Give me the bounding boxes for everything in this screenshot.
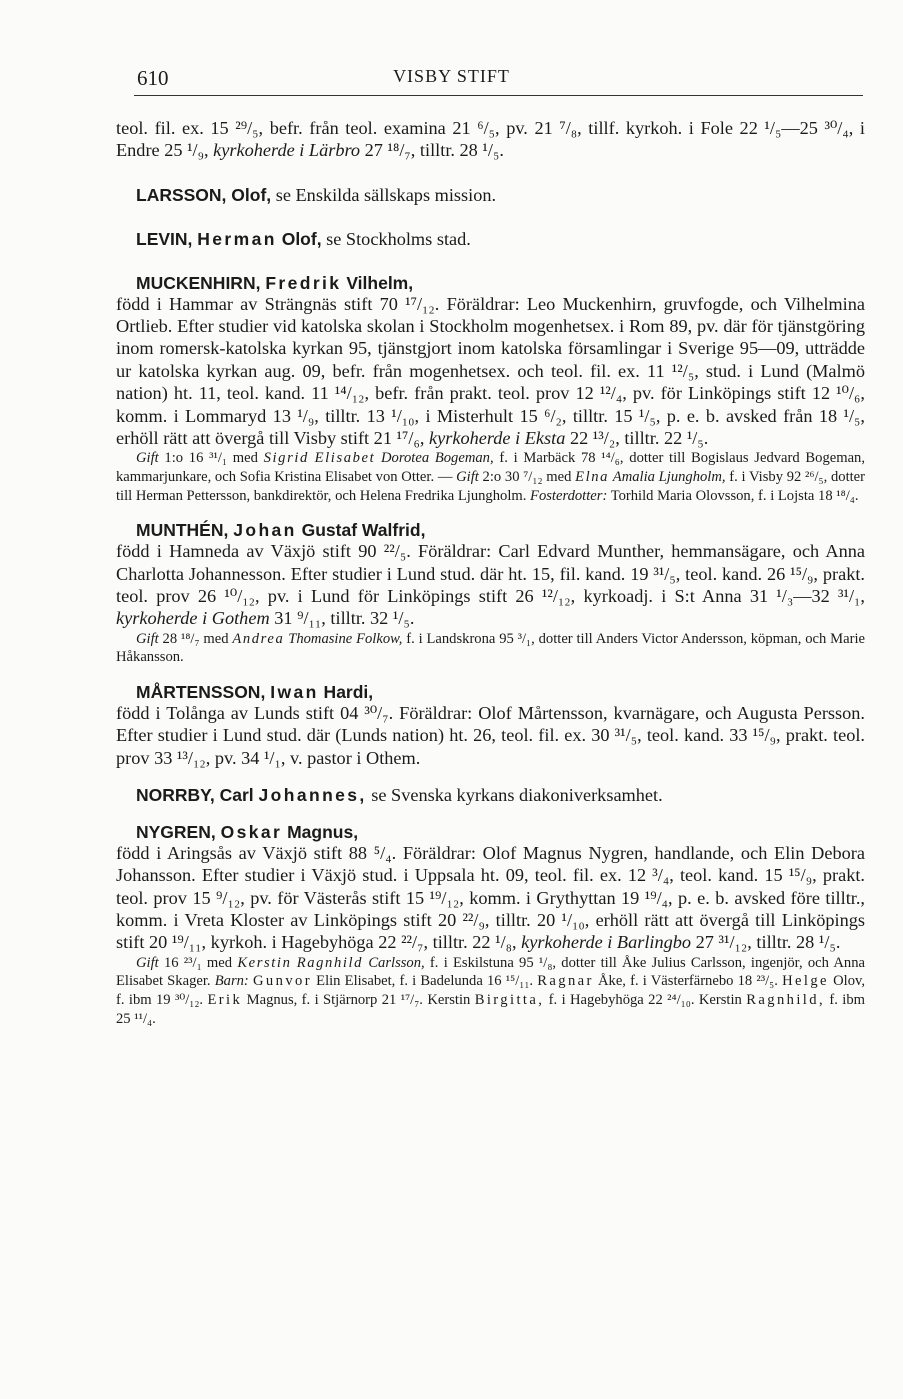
child-name: Erik [207,991,243,1008]
spouse-name: Thomasine Folkow, [288,630,403,647]
entry-name-rest: Magnus, [282,821,359,842]
entry-given-name: Fredrik [265,272,342,293]
spouse-name: Carlsson, [368,954,425,971]
entry-heading [116,822,865,842]
entry-muckenhirn [116,273,865,506]
entry-continuation-text [116,117,865,162]
entry-family [116,954,865,1028]
text-run: Elin Elisabet, f. i Badelunda 16 ¹⁵/₁₁. [311,973,538,990]
entry-nygren [116,822,865,1028]
spouse-name: Andrea [232,630,285,647]
entry-name-rest: Olof, [276,229,322,250]
label-gift: Gift [136,450,159,467]
page-body [116,117,865,1028]
text-run: Torhild Maria Olovsson, f. i Lojsta 18 ¹⁸/₄. [607,487,859,504]
text-run: född i Hamneda av Växjö stift 90 ²²/₅. Föräldrar: Carl Edvard Munther, hemmansägare, och Anna Charlotta Johannesson. Efter studier i Lund stud. där ht. 15, fil. kand. 19 ³¹/₅, teol. kand. 26 ¹⁵/₉, prakt. teol. prov 26 ¹⁰/₁₂, pv. i Lund för Linköpings stift 26 ¹²/₁₂, kyrkoadj. i S:t Anna 31 ¹/₃—32 ³¹/₁, [116,541,865,607]
spouse-name: Elisabet [314,450,376,467]
entry-biography [116,702,865,769]
cross-reference: se Enskilda sällskaps mission. [271,184,497,205]
text-run: f. i Hagebyhöga 22 ²⁴/₁₀. Kerstin [544,991,747,1008]
text-run: 27 ³¹/₁₂, tilltr. 28 ¹/₅. [691,932,841,953]
entry-levin [116,228,865,250]
text-run: Åke, f. i Västerfärnebo 18 ²³/₅. [593,973,783,990]
spouse-name: Amalia Ljungholm, [612,469,726,486]
child-name: Birgitta, [474,991,545,1008]
entry-martensson [116,682,865,769]
entry-given-name: Iwan [270,682,319,703]
label-fosterdotter: Fosterdotter: [530,487,608,504]
entry-heading [116,682,865,702]
child-name: Gunvor [252,973,312,990]
office-title: kyrkoherde i Eksta [428,428,566,449]
text-run: f. ibm 25 ¹¹/₄. [116,991,865,1027]
entry-surname: MÅRTENSSON, [136,682,271,703]
entry-name-rest: Vilhelm, [341,272,414,293]
entry-family [116,630,865,667]
text-run: 16 ²³/₁ med [158,954,238,971]
cross-reference: se Svenska kyrkans diakoniverksamhet. [366,785,663,806]
entry-larsson [116,184,865,206]
label-gift: Gift [136,954,159,971]
text-run: f. i Marbäck 78 ¹⁴/₆, dotter till Bogislaus Jedvard Bogeman, kammarjunkare, och Sofia Kristina Elisabet von Otter. — [116,450,865,486]
text-run: 27 ¹⁸/₇, tilltr. 28 ¹/₅. [360,140,504,161]
label-gift: Gift [456,469,479,486]
child-name: Helge [782,973,829,990]
cross-reference: se Stockholms stad. [321,229,471,250]
spouse-name: Dorotea Bogeman, [381,450,494,467]
child-name: Ragnar [537,973,594,990]
text-run: f. i Eskilstuna 95 ¹/₈, dotter till Åke Julius Carlsson, ingenjör, och Anna Elisabet Skager. [116,954,865,990]
child-name: Ragnhild, [746,991,825,1008]
entry-heading [116,273,865,293]
text-run: 22 ¹³/₂, tilltr. 22 ¹/₅. [565,428,709,449]
text-run: f. i Visby 92 ²⁶/₅, dotter till Herman Pettersson, bankdirektör, och Helena Fredrika Ljungholm. [116,469,866,504]
text-run: 2:o 30 ⁷/₁₂ med [478,469,576,486]
entry-family [116,449,865,505]
spouse-name: Sigrid [263,450,309,467]
entry-name: LARSSON, Olof, [136,184,272,205]
text-run: född i Aringsås av Växjö stift 88 ⁵/₄. Föräldrar: Olof Magnus Nygren, handlande, och Elin Debora Johansson. Efter studier i Växjö stud. i Uppsala ht. 09, teol. fil. ex. 12 ³/₄, teol. kand. 15 ¹⁵/₉, prakt. teol. prov 15 ⁹/₁₂, pv. för Västerås stift 15 ¹⁹/₁₂, komm. i Grythyttan 19 ¹⁹/₄, p. e. b. avsked före tilltr., komm. i Vreta Kloster av Linköpings stift 20 ²²/₉, tilltr. 20 ¹/₁₀, erhöll rätt att övergå till Linköpings stift 20 ¹⁹/₁₁, kyrkoh. i Hagebyhöga 22 ²²/₇, tilltr. 22 ¹/₈, [116,842,865,953]
entry-name-rest: Gustaf Walfrid, [296,520,426,541]
entry-biography [116,540,865,630]
text-run: teol. fil. ex. 15 ²⁹/₅, befr. från teol. examina 21 ⁶/₅, pv. 21 ⁷/₈, tillf. kyrkoh. i Fole 22 ¹/₅—25 ³⁰/₄, i Endre 25 ¹/₉, [116,118,865,161]
spouse-name: Ragnhild [296,954,364,971]
entry-surname: NYGREN, [136,821,221,842]
entry-surname: MUNTHÉN, [136,520,234,541]
entry-heading [116,520,865,540]
entry-biography [116,842,865,954]
entry-surname: MUCKENHIRN, [136,272,266,293]
spouse-name: Kerstin [237,954,292,971]
text-run: 31 ⁹/₁₁, tilltr. 32 ¹/₅. [269,608,415,629]
text-run: 28 ¹⁸/₇ med [158,630,233,647]
text-run: född i Tolånga av Lunds stift 04 ³⁰/₇. Föräldrar: Olof Mårtensson, kvarnägare, och Augusta Persson. Efter studier i Lund stud. där (Lunds nation) ht. 26, teol. fil. ex. 30 ³¹/₅, teol. kand. 33 ¹⁵/₉, prakt. teol. prov 33 ¹³/₁₂, pv. 34 ¹/₁, v. pastor i Othem. [116,703,865,768]
office-title: kyrkoherde i Barlingbo [521,932,692,953]
text-run: Olov, f. ibm 19 ³⁰/₁₂. [116,973,865,1008]
office-title: kyrkoherde i Gothem [116,608,270,629]
entry-norrby [116,784,865,806]
page-number: 610 [137,66,169,90]
entry-surname: LEVIN, [136,229,198,250]
entry-surname: NORRBY, Carl [136,785,259,806]
entry-biography [116,293,865,450]
spouse-name: Elna [575,469,610,486]
label-barn: Barn: [214,973,249,990]
text-run: född i Hammar av Strängnäs stift 70 ¹⁷/₁₂. Föräldrar: Leo Muckenhirn, gruvfogde, och Vilhelmina Ortlieb. Efter studier vid katolska skolan i Stockholm mogenhetsex. i Rom 89, pv. där för tjänstgöring inom romersk-katolska kyrkan 95, tjänstgjort inom katolska församlingar i Sverige 95—09, utträdde ur katolska kyrkan aug. 09, befr. från mogenhetsex. och teol. fil. ex. 11 ¹²/₅, stud. i Lund (Malmö nation) ht. 11, teol. kand. 11 ¹⁴/₁₂, befr. från prakt. teol. prov 12 ¹²/₄, pv. för Linköpings stift 12 ¹⁰/₆, komm. i Lommaryd 13 ¹/₉, tilltr. 13 ¹/₁₀, i Misterhult 15 ⁶/₂, tilltr. 15 ¹/₅, p. e. b. avsked från 18 ¹/₅, erhöll rätt att övergå till Visby stift 21 ¹⁷/₆, [116,293,865,449]
text-run: Magnus, f. i Stjärnorp 21 ¹⁷/₇. Kerstin [242,991,475,1008]
header-rule [134,95,863,96]
entry-munthen [116,520,865,667]
entry-given-name: Herman [197,229,277,250]
entry-given-name: Johan [233,520,297,541]
office-title: kyrkoherde i Lärbro [213,140,361,161]
entry-given-name: Oskar [220,821,283,842]
text-run: f. i Landskrona 95 ³/₁, dotter till Anders Victor Andersson, köpman, och Marie Håkansson. [116,630,865,666]
label-gift: Gift [136,630,159,647]
running-head: VISBY STIFT [393,66,510,86]
entry-name-rest: Hardi, [318,682,374,703]
text-run: 1:o 16 ³¹/₁ med [158,450,264,467]
entry-given-name: Johannes, [258,785,367,806]
